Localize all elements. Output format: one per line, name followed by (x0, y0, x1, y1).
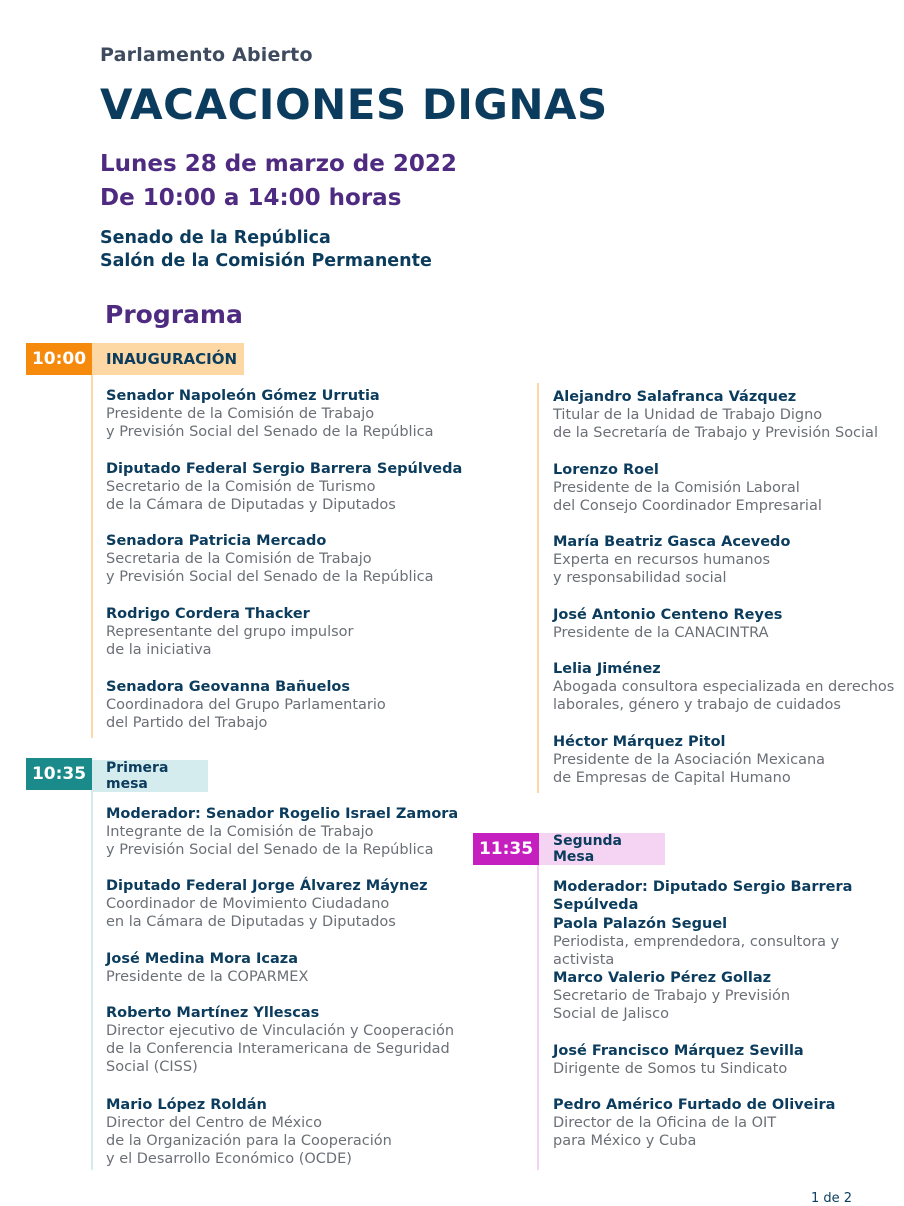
speaker-entry (553, 969, 790, 1023)
program-heading: Programa (105, 300, 243, 329)
speaker-entry (106, 877, 428, 931)
time-badge-1000: 10:00 (26, 343, 92, 375)
speaker-role: Director de la Oficina de la OIT (553, 1115, 777, 1131)
speaker-role: de la Organización para la Cooperación (106, 1133, 392, 1149)
speaker-role: Secretaria de la Comisión de Trabajo (106, 551, 372, 567)
speaker-name: José Antonio Centeno Reyes (553, 607, 783, 623)
speaker-role: Presidente de la CANACINTRA (553, 625, 769, 641)
timeline-line-inauguracion-col2 (537, 383, 539, 793)
time-badge-1135: 11:35 (473, 833, 539, 865)
speaker-entry (106, 1096, 392, 1168)
speaker-entry (553, 878, 904, 914)
speaker-entry (553, 606, 782, 642)
page-indicator: 1 de 2 (810, 1191, 852, 1206)
speaker-role: Coordinador de Movimiento Ciudadano (106, 896, 390, 912)
event-hours-line: De 10:00 a 14:00 horas (100, 185, 402, 211)
speaker-name: Lelia Jiménez (553, 661, 661, 677)
speaker-name: Diputado Federal Sergio Barrera Sepúlveda (106, 461, 463, 477)
speaker-role: de la Secretaría de Trabajo y Previsión Social (553, 425, 878, 441)
speaker-name: Héctor Márquez Pitol (553, 734, 726, 750)
event-date-line: Lunes 28 de marzo de 2022 (100, 151, 457, 177)
speaker-name: José Medina Mora Icaza (106, 951, 299, 967)
speaker-entry (553, 733, 825, 787)
event-kicker: Parlamento Abierto (100, 44, 313, 66)
speaker-name: Alejandro Salafranca Vázquez (553, 389, 797, 405)
speaker-name: María Beatriz Gasca Acevedo (553, 534, 791, 550)
speaker-role: Presidente de la COPARMEX (106, 969, 309, 985)
timeline-line-inauguracion (91, 375, 93, 738)
speaker-role: y Previsión Social del Senado de la República (106, 842, 434, 858)
speaker-role: Periodista, emprendedora, consultora y activista (553, 934, 840, 968)
speaker-name: Senador Napoleón Gómez Urrutia (106, 388, 380, 404)
speaker-role: Titular de la Unidad de Trabajo Digno (553, 407, 823, 423)
speaker-name: Rodrigo Cordera Thacker (106, 606, 310, 622)
speaker-entry (553, 660, 894, 714)
speaker-role: de la Cámara de Diputadas y Diputados (106, 497, 396, 513)
time-badge-1035: 10:35 (26, 758, 92, 790)
speaker-role: Social (CISS) (106, 1059, 198, 1075)
speaker-role: Presidente de la Asociación Mexicana (553, 752, 826, 768)
event-venue (100, 227, 432, 273)
speaker-entry (553, 461, 822, 515)
speaker-role: Director del Centro de México (106, 1115, 323, 1131)
venue-line-1: Senado de la República (100, 228, 331, 248)
speaker-entry (106, 950, 308, 986)
speaker-entry (106, 1004, 454, 1076)
speaker-role: Secretario de la Comisión de Turismo (106, 479, 376, 495)
speaker-entry (553, 915, 904, 969)
speaker-name: Senadora Patricia Mercado (106, 533, 327, 549)
speaker-entry (553, 1096, 835, 1150)
speaker-entry (553, 388, 878, 442)
speaker-role: laborales, género y trabajo de cuidados (553, 697, 841, 713)
speaker-role: de la iniciativa (106, 642, 212, 658)
section-label-segunda-mesa: Segunda Mesa (539, 833, 665, 865)
speaker-role: Social de Jalisco (553, 1006, 669, 1022)
speaker-name: Moderador: Senador Rogelio Israel Zamora (106, 806, 459, 822)
speaker-role: Secretario de Trabajo y Previsión (553, 988, 791, 1004)
speaker-role: de la Conferencia Interamericana de Seguridad (106, 1041, 450, 1057)
timeline-line-primera-mesa (91, 790, 93, 1170)
speaker-name: Senadora Geovanna Bañuelos (106, 679, 351, 695)
speaker-role: del Partido del Trabajo (106, 715, 268, 731)
speaker-role: Integrante de la Comisión de Trabajo (106, 824, 374, 840)
speaker-role: Experta en recursos humanos (553, 552, 771, 568)
speaker-role: Presidente de la Comisión de Trabajo (106, 406, 375, 422)
speaker-role: Dirigente de Somos tu Sindicato (553, 1061, 788, 1077)
timeline-line-segunda-mesa (537, 865, 539, 1170)
speaker-entry (553, 1042, 804, 1078)
speaker-entry (106, 532, 433, 586)
speaker-entry (106, 605, 354, 659)
speaker-name: Diputado Federal Jorge Álvarez Máynez (106, 878, 428, 894)
speaker-role: para México y Cuba (553, 1133, 697, 1149)
section-label-inauguracion: INAUGURACIÓN (92, 343, 244, 375)
speaker-entry (106, 805, 458, 859)
speaker-role: del Consejo Coordinador Empresarial (553, 498, 822, 514)
speaker-role: en la Cámara de Diputadas y Diputados (106, 914, 396, 930)
speaker-name: Pedro Américo Furtado de Oliveira (553, 1097, 836, 1113)
venue-line-2: Salón de la Comisión Permanente (100, 251, 432, 271)
speaker-role: y el Desarrollo Económico (OCDE) (106, 1151, 352, 1167)
speaker-role: Presidente de la Comisión Laboral (553, 480, 800, 496)
speaker-entry (106, 678, 386, 732)
speaker-role: de Empresas de Capital Humano (553, 770, 791, 786)
event-title: VACACIONES DIGNAS (100, 80, 608, 129)
speaker-role: Coordinadora del Grupo Parlamentario (106, 697, 386, 713)
speaker-role: Abogada consultora especializada en derechos (553, 679, 895, 695)
speaker-entry (553, 533, 790, 587)
speaker-role: Director ejecutivo de Vinculación y Cooperación (106, 1023, 455, 1039)
speaker-name: Mario López Roldán (106, 1097, 267, 1113)
speaker-name: Marco Valerio Pérez Gollaz (553, 970, 772, 986)
speaker-role: Representante del grupo impulsor (106, 624, 354, 640)
speaker-name: Paola Palazón Seguel (553, 916, 728, 932)
speaker-name: Lorenzo Roel (553, 462, 659, 478)
section-label-primera-mesa: Primera mesa (92, 760, 208, 792)
speaker-name: José Francisco Márquez Sevilla (553, 1043, 804, 1059)
event-date (100, 147, 457, 215)
speaker-name: Moderador: Diputado Sergio Barrera Sepúlveda (553, 879, 853, 913)
speaker-entry (106, 460, 462, 514)
speaker-role: y responsabilidad social (553, 570, 727, 586)
speaker-name: Roberto Martínez Yllescas (106, 1005, 320, 1021)
speaker-entry (106, 387, 433, 441)
speaker-role: y Previsión Social del Senado de la República (106, 569, 434, 585)
speaker-role: y Previsión Social del Senado de la República (106, 424, 434, 440)
